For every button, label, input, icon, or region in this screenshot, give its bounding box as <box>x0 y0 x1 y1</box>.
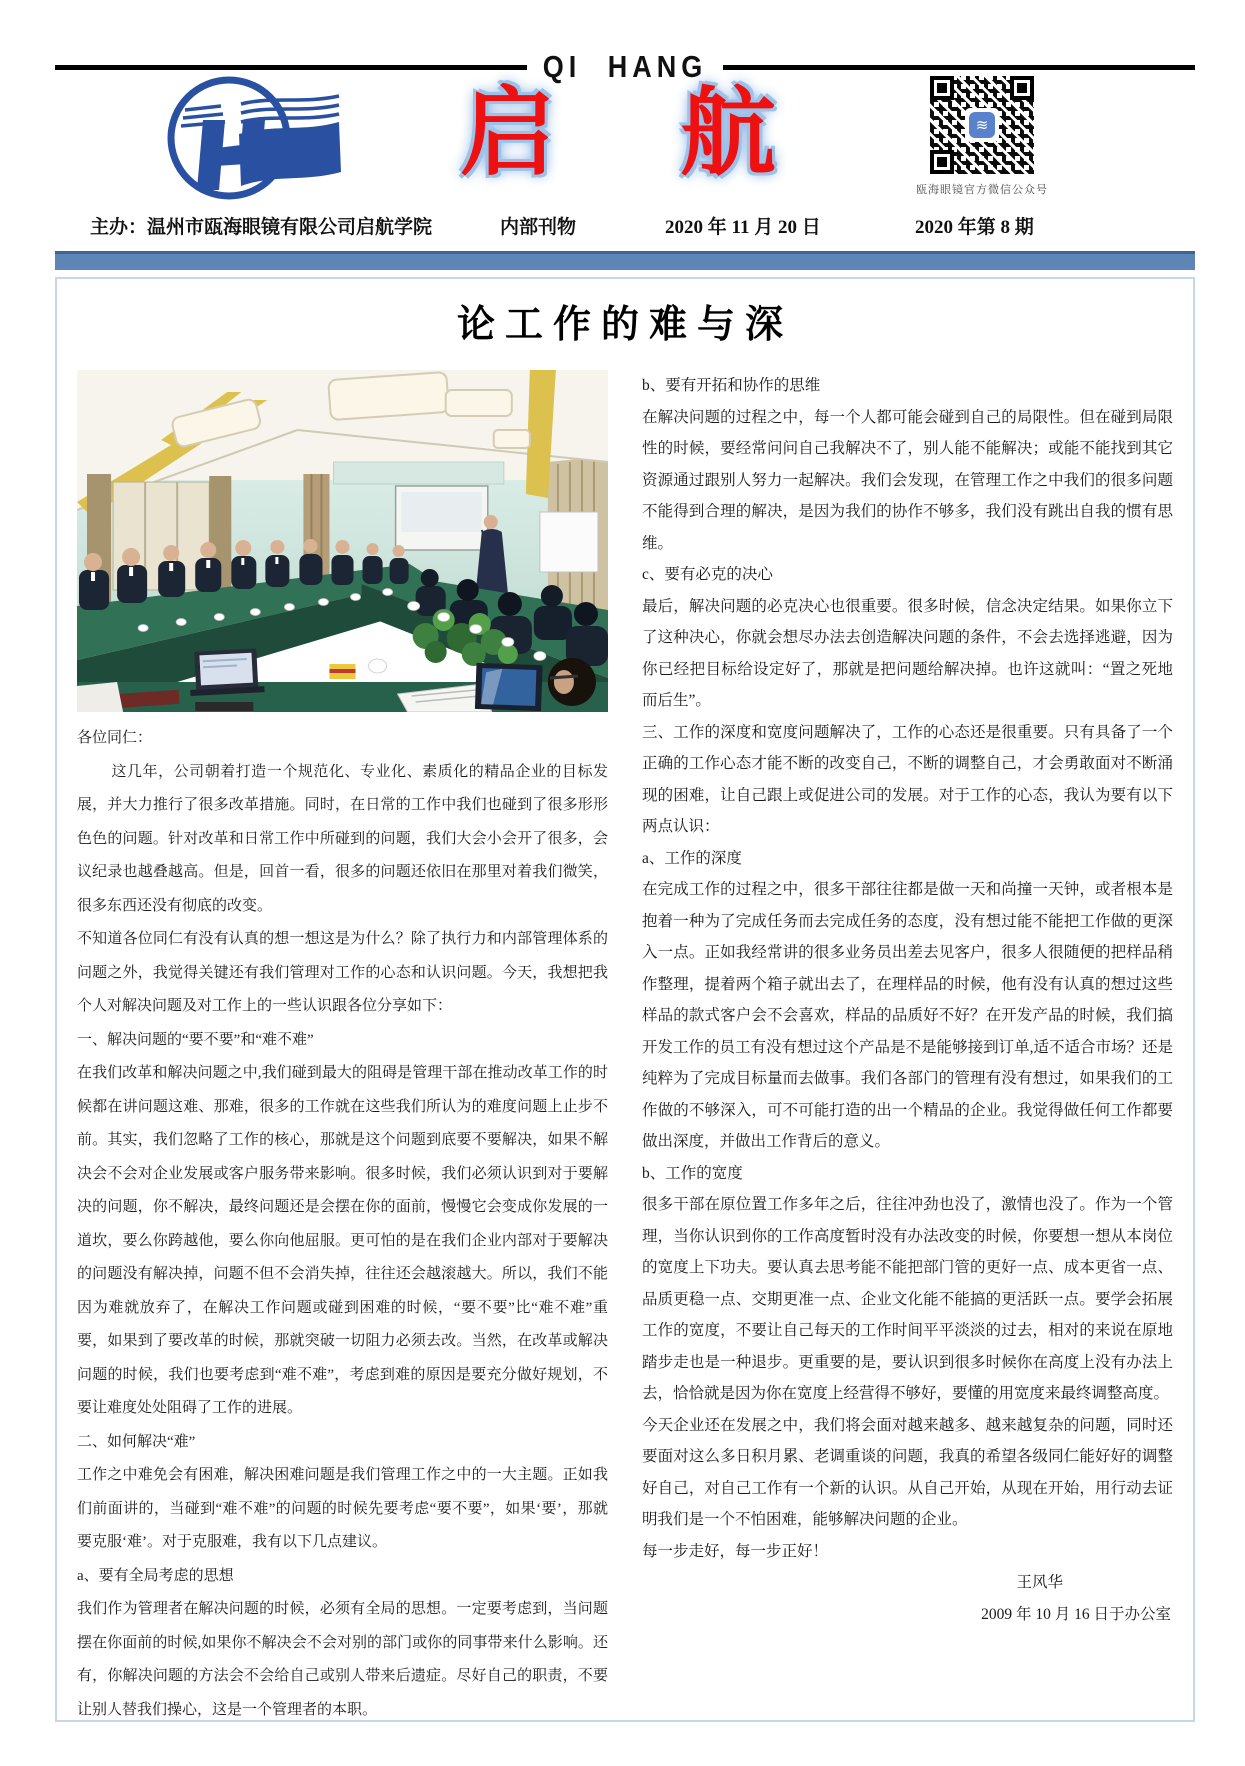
section-heading: b、要有开拓和协作的思维 <box>642 377 821 394</box>
publication-date: 2020 年 11 月 20 日 <box>665 217 821 238</box>
article-paragraph: 每一步走好，每一步正好！ <box>642 1542 829 1560</box>
qr-block <box>897 72 1067 197</box>
article-paragraph: 工作之中难免会有困难，解决困难问题是我们管理工作之中的一大主题。正如我们前面讲的，当碰到“难不难”的问题的时候先要考虑“要不要”，如果‘要’，那就要克服‘难’。对于克服难，我有以下几点建议。 <box>77 1467 608 1550</box>
article-paragraph: 在解决问题的过程之中，每一个人都可能会碰到自己的局限性。但在碰到局限性的时候，要经常问问自己我解决不了，别人能不能解决；或能不能找到其它资源通过跟别人努力一起解决。我们会发现，在管理工作之中我们的很多问题不能得到合理的解决，是因为我们的协作不够多，我们没有跳出自我的惯有思维。 <box>642 408 1173 552</box>
meeting-photo <box>77 370 608 712</box>
article-paragraph: 我们作为管理者在解决问题的时候，必须有全局的思想。一定要考虑到，当问题摆在你面前的时候,如果你不解决会不会对别的部门或你的同事带来什么影响。还有，你解决问题的方法会不会给自己或别人带来后遗症。尽好自己的职责，不要让别人替我们操心，这是一个管理者的本职。 <box>77 1601 608 1718</box>
qr-caption: 瓯海眼镜官方微信公众号 <box>916 184 1048 196</box>
qr-finder-icon <box>930 150 954 174</box>
article-columns <box>57 348 1193 1722</box>
right-column <box>642 370 1173 1722</box>
publication-info <box>55 212 1195 239</box>
qr-code <box>926 72 1038 178</box>
accent-bar <box>55 251 1195 270</box>
article-box <box>55 277 1195 1722</box>
article-paragraph: 三、工作的深度和宽度问题解决了，工作的心态还是很重要。只有具备了一个正确的工作心态才能不断的改变自己，不断的调整自己，才会勇敢面对不断涌现的困难，让自己跟上或促进公司的发展。对于工作的心态，我认为要有以下两点认识： <box>642 723 1173 835</box>
section-heading: a、要有全局考虑的思想 <box>77 1567 234 1584</box>
section-heading: a、工作的深度 <box>642 849 742 867</box>
section-heading: b、工作的宽度 <box>642 1164 743 1182</box>
qr-center-logo-icon <box>965 108 999 142</box>
section-heading: c、要有必克的决心 <box>642 566 773 583</box>
section-heading: 二、如何解决“难” <box>77 1433 196 1450</box>
left-column <box>77 370 608 1722</box>
issue-number: 2020 年第 8 期 <box>915 217 1034 238</box>
organizer: 主办：温州市瓯海眼镜有限公司启航学院 <box>90 217 433 238</box>
signature-date: 2009 年 10 月 16 日于办公室 <box>981 1605 1171 1623</box>
article-paragraph: 很多干部在原位置工作多年之后，往往冲劲也没了，激情也没了。作为一个管理，当你认识到你的工作高度暂时没有办法改变的时候，你要想一想从本岗位的宽度上下功夫。要认真去思考能不能把部门管的更好一点、成本更省一点、品质更稳一点、交期更准一点、企业文化能不能搞的更活跃一点。要学会拓展工作的宽度，不要让自己每天的工作时间平平淡淡的过去，相对的来说在原地踏步走也是一种退步。更重要的是，要认识到很多时候你在高度上没有办法上去，恰恰就是因为你在宽度上经营得不够好，要懂的用宽度来最终调整高度。 <box>642 1196 1173 1402</box>
article-paragraph: 在完成工作的过程之中，很多干部往往都是做一天和尚撞一天钟，或者根本是抱着一种为了完成任务而去完成任务的态度，没有想过能不能把工作做的更深入一点。正如我经常讲的很多业务员出差去见客户，很多人很随便的把样品稍作整理，提着两个箱子就出去了，在理样品的时候，他有没有认真的想过这些样品的款式客户会不会喜欢，样品的品质好不好？在开发产品的时候，我们搞开发工作的员工有没有想过这个产品是不是能够接到订单,适不适合市场？还是纯粹为了完成目标量而去做事。我们各部门的管理有没有想过，如果我们的工作做的不够深入，可不可能打造的出一个精品的企业。我觉得做任何工作都要做出深度，并做出工作背后的意义。 <box>642 881 1173 1150</box>
article-paragraph: 在我们改革和解决问题之中,我们碰到最大的阻碍是管理干部在推动改革工作的时候都在讲问题这难、那难，很多的工作就在这些我们所认为的难度问题上止步不前。其实，我们忽略了工作的核心，那就是这个问题到底要不要解决，如果不解决会不会对企业发展或客户服务带来影响。很多时候，我们必须认识到对于要解决的问题，你不解决，最终问题还是会摆在你的面前，慢慢它会变成你发展的一道坎，要么你跨越他，要么你向他屈服。更可怕的是在我们企业内部对于要解决的问题没有解决掉，问题不但不会消失掉，往往还会越滚越大。所以，我们不能因为难就放弃了，在解决工作问题或碰到困难的时候，“要不要”比“难不难”重要，如果到了要改革的时候，那就突破一切阻力必须去改。当然，在改革或解决问题的时候，我们也要考虑到“难不难”，考虑到难的原因是要充分做好规划，不要让难度处处阻碍了工作的进展。 <box>77 1065 608 1416</box>
qr-finder-icon <box>930 76 954 100</box>
article-paragraph: 今天企业还在发展之中，我们将会面对越来越多、越来越复杂的问题，同时还要面对这么多日积月累、老调重谈的问题，我真的希望各级同仁能好好的调整好自己，对自己工作有一个新的认识。从自己开始，从现在开始，用行动去证明我们是一个不怕困难，能够解决问题的企业。 <box>642 1416 1173 1528</box>
article-paragraph: 这几年，公司朝着打造一个规范化、专业化、素质化的精品企业的目标发展，并大力推行了很多改革措施。同时，在日常的工作中我们也碰到了很多形形色色的问题。针对改革和日常工作中所碰到的问题，我们大会小会开了很多，会议纪录也越叠越高。但是，回首一看，很多的问题还依旧在那里对着我们微笑，很多东西还没有彻底的改变。 <box>77 763 608 914</box>
article-title: 论工作的难与深 <box>456 304 793 346</box>
newsletter-title: 启 航 <box>460 80 790 187</box>
publication-type: 内部刊物 <box>500 217 577 238</box>
article-paragraph: 最后，解决问题的必克决心也很重要。很多时候，信念决定结果。如果你立下了这种决心，你就会想尽办法去创造解决问题的条件，不会去选择逃避，因为你已经把目标给设定好了，那就是把问题给解决掉。也许这就叫：“置之死地而后生”。 <box>642 597 1173 709</box>
qr-finder-icon <box>1010 76 1034 100</box>
article-paragraph: 不知道各位同仁有没有认真的想一想这是为什么？除了执行力和内部管理体系的问题之外，我觉得关键还有我们管理对工作的心态和认识问题。今天，我想把我个人对解决问题及对工作上的一些认识跟各位分享如下： <box>77 931 608 1014</box>
author-signature: 王风华 <box>1016 1574 1063 1591</box>
masthead-pinyin: QI HANG <box>542 50 708 84</box>
masthead <box>55 70 1195 210</box>
section-heading: 一、解决问题的“要不要”和“难不难” <box>77 1031 314 1048</box>
salutation: 各位同仁： <box>77 730 153 746</box>
